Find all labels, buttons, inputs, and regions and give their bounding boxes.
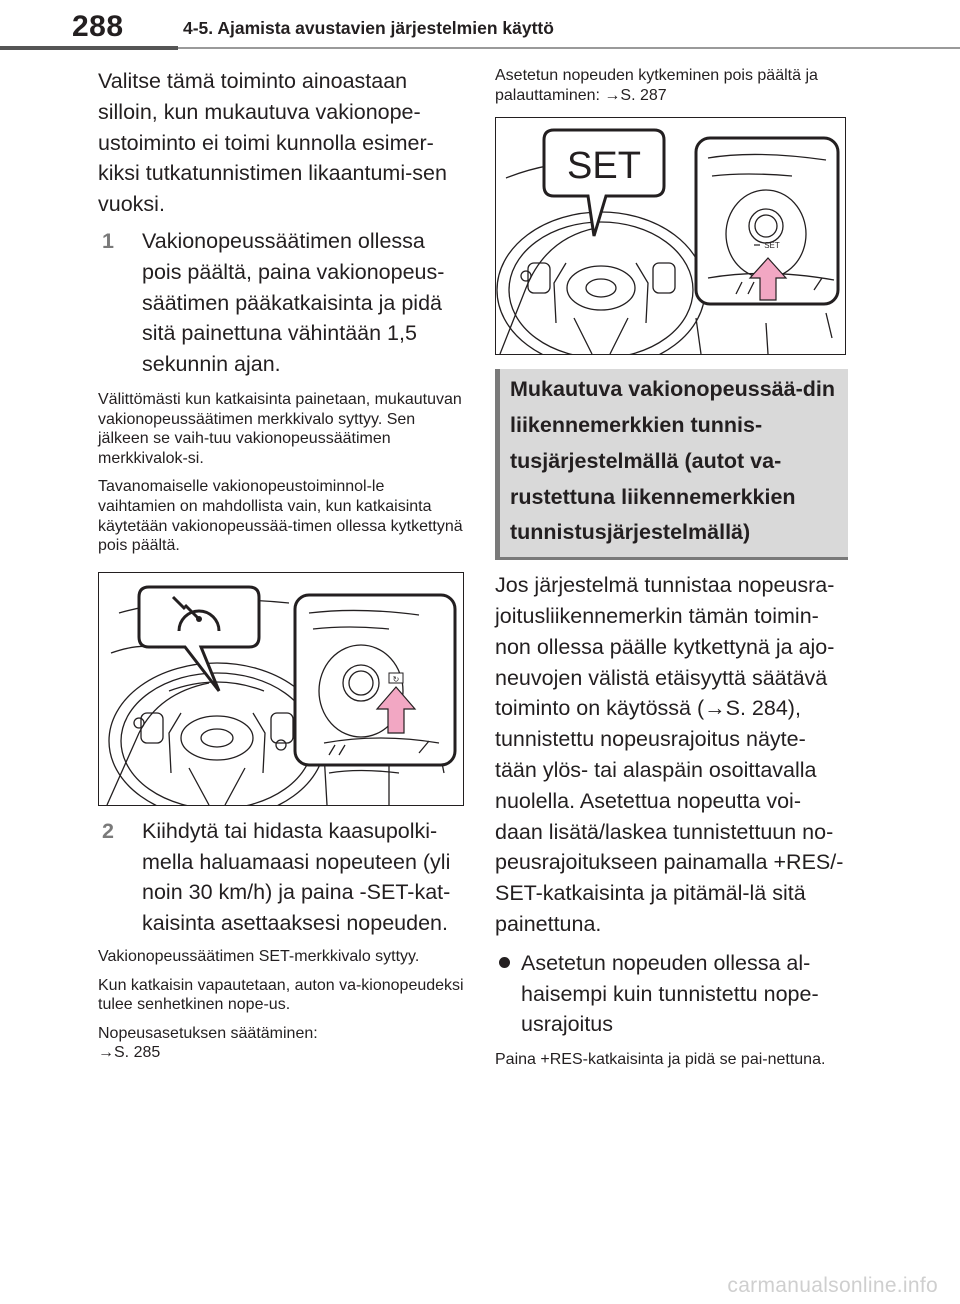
step-2-text: Kiihdytä tai hidasta kaasupolki-mella haluamaasi nopeuteen (yli noin 30 km/h) ja paina -SET-kat-kaisinta asettaaksesi nopeuden. [142,818,451,936]
watermark: carmanualsonline.info [727,1274,938,1297]
bullet-item [495,948,847,1040]
step-2-number: 2 [102,818,114,843]
sign-recognition-paragraph: Jos järjestelmä tunnistaa nopeusra-joitusliikennemerkin tämän toimin-non ollessa päälle kytkettynä ja ajo-neuvojen välistä etäisyyttä säätävä toiminto on käytössä (→S. 284), tunnistettu nopeusrajoitus näyte-tään ylös- tai alaspäin osoittavalla nuolella. Asetettua nopeutta voi-daan lisätä/laskea tunnistettuun no-peusrajoitukseen painamalla +RES/-SET-katkaisinta ja pitämäl-lä sitä painettuna. [495,573,844,936]
note-cancel-resume: Asetetun nopeuden kytkeminen pois päältä ja palauttaminen: →S. 287 [495,67,818,104]
steering-wheel-set-switch-illustration [496,118,845,354]
left-column [98,66,466,1063]
svg-text:↻: ↻ [392,674,400,684]
intro-paragraph: Valitse tämä toiminto ainoastaan silloin, kun mukautuva vakionope-ustoiminto ei toimi kunnolla esimer-kiksi tutkatunnistimen likaantumi-sen vuoksi. [98,69,447,217]
step-1 [98,226,466,380]
step-1-number: 1 [102,228,114,253]
note-indicator-light: Välittömästi kun katkaisinta painetaan, mukautuvan vakionopeussäätimen merkkivalo syttyy. Sen jälkeen se vaih-tuu vakionopeussäätimen merkkivalok-si. [98,390,462,467]
figure-main-switch [98,572,464,806]
step-2 [98,816,466,939]
chapter-title: 4-5. Ajamista avustavien järjestelmien käyttö [183,18,554,38]
page-number: 288 [72,10,124,43]
set-callout-label: SET [567,145,641,188]
header-rule-dark [0,46,178,50]
main-switch-icon [389,673,403,684]
note-release: Kun katkaisin vapautetaan, auton va-kionopeudeksi tulee senhetkinen nope-us. [98,976,464,1014]
header-rule-light [178,47,960,49]
bullet-note: Paina +RES-katkaisinta ja pidä se pai-nettuna. [495,1051,826,1069]
bullet-text: Asetetun nopeuden ollessa al-haisempi kuin tunnistettu nope-usrajoitus [521,950,819,1037]
page-header [0,0,960,60]
bullet-dot-icon [499,957,510,968]
section-heading-box [495,369,848,560]
note-conventional-mode: Tavanomaiselle vakionopeustoiminnol-le vaihtamien on mahdollista vain, kun katkaisinta käytetään vakionopeussää-timen ollessa kytkettynä pois päältä. [98,478,463,555]
right-column [495,66,847,1072]
note-adjust-ref: →S. 285 [98,1044,161,1062]
note-adjust-a: Nopeusasetuksen säätäminen: [98,1024,318,1042]
set-small-label: SET [764,241,780,251]
steering-wheel-main-switch-illustration [99,573,463,805]
step-1-text: Vakionopeussäätimen ollessa pois päältä, paina vakionopeus-säätimen pääkatkaisinta ja pidä sitä painettuna vähintään 1,5 sekunnin ajan. [142,228,445,377]
note-set-light: Vakionopeussäätimen SET-merkkivalo syttyy. [98,947,420,965]
figure-set-switch [495,117,846,355]
section-heading: Mukautuva vakionopeussää-din liikennemerkkien tunnis-tusjärjestelmällä (autot va-rustettuna liikennemerkkien tunnistusjärjestelmällä) [510,377,835,545]
